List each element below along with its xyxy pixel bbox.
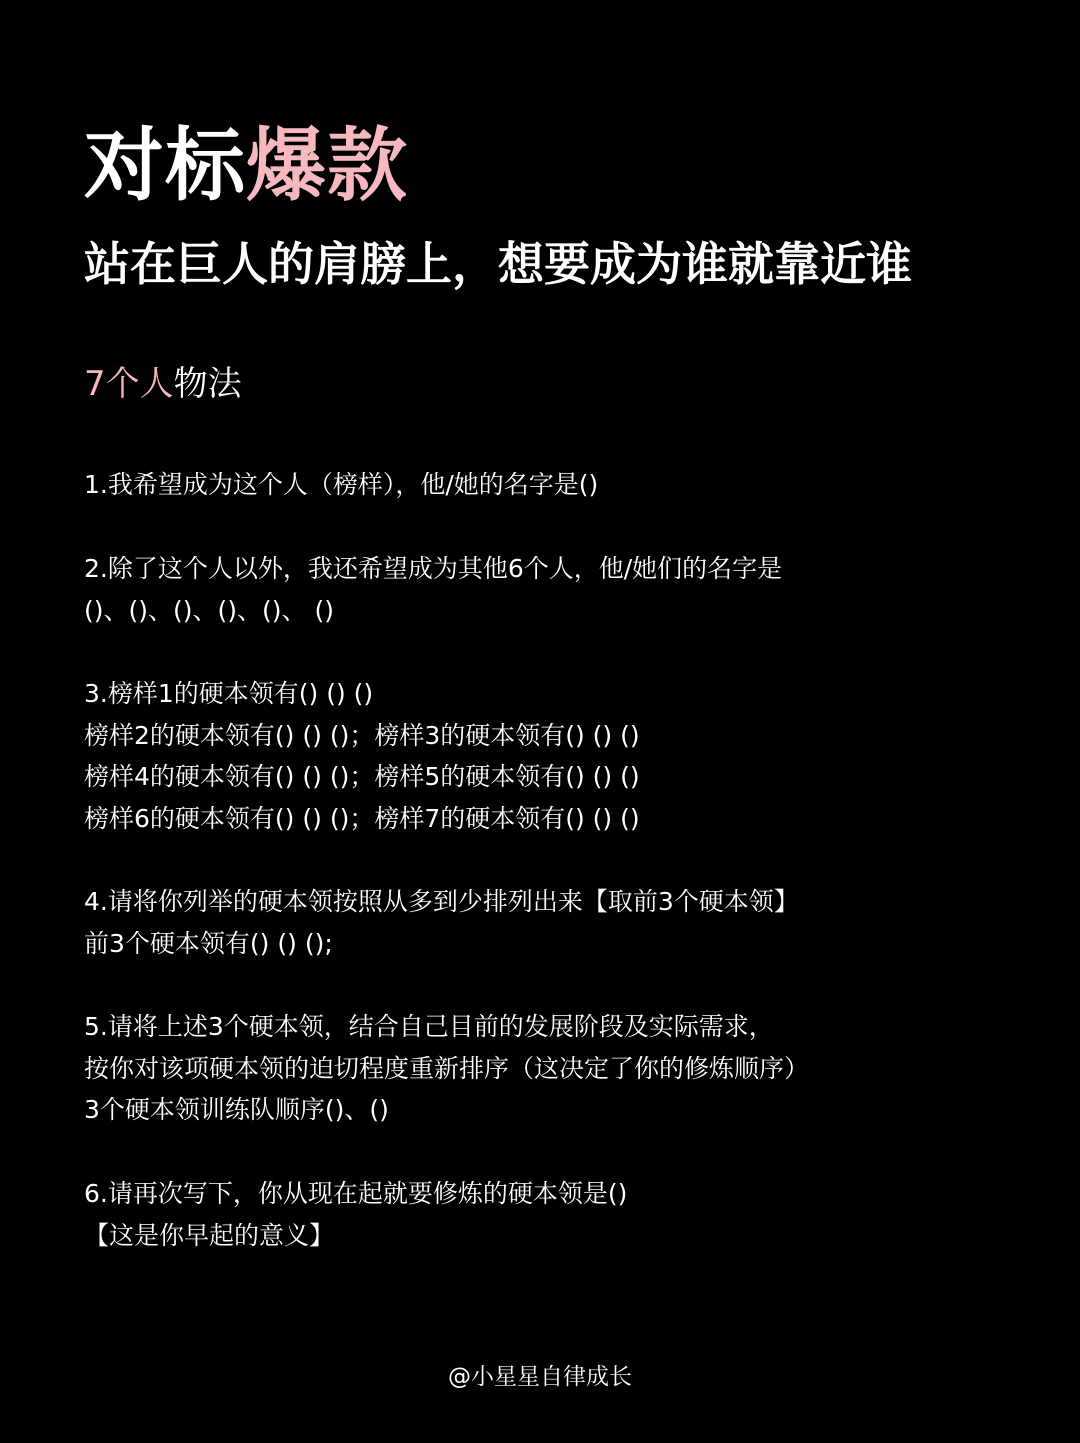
item-line: ()、()、()、()、()、 ()	[84, 595, 334, 625]
page-subtitle: 站在巨人的肩膀上，想要成为谁就靠近谁	[84, 237, 912, 291]
list-item-3	[84, 673, 640, 840]
item-line: 榜样6的硬本领有() () ()；榜样7的硬本领有() () ()	[84, 804, 640, 834]
title-part-white: 对标	[84, 119, 246, 212]
list-item-5	[84, 1006, 809, 1131]
section-title	[84, 362, 242, 406]
item-line: 4.请将你列举的硬本领按照从多到少排列出来【取前3个硬本领】	[84, 887, 799, 916]
section-title-pink: 7个人	[84, 364, 174, 404]
item-line: 按你对该项硬本领的迫切程度重新排序（这决定了你的修炼顺序）	[84, 1053, 810, 1083]
page-title	[84, 118, 408, 214]
list-item-4	[84, 881, 799, 964]
author-handle: @小星星自律成长	[448, 1364, 632, 1390]
item-line: 前3个硬本领有() () ();	[84, 928, 333, 958]
item-line: 榜样4的硬本领有() () ()；榜样5的硬本领有() () ()	[84, 762, 640, 792]
item-line: 榜样2的硬本领有() () ()；榜样3的硬本领有() () ()	[84, 720, 640, 750]
item-line: 6.请再次写下，你从现在起就要修炼的硬本领是()	[84, 1179, 628, 1208]
item-line: 5.请将上述3个硬本领，结合自己目前的发展阶段及实际需求，	[84, 1012, 774, 1041]
item-line: 3.榜样1的硬本领有() () ()	[84, 679, 374, 708]
title-part-pink: 爆款	[246, 119, 408, 212]
item-line: 【这是你早起的意义】	[84, 1220, 335, 1250]
item-line: 2.除了这个人以外，我还希望成为其他6个人，他/她们的名字是	[84, 554, 783, 583]
list-item-2	[84, 548, 782, 631]
list-item-1	[84, 464, 598, 506]
list-item-6	[84, 1173, 627, 1256]
item-line: 1.我希望成为这个人（榜样），他/她的名字是()	[84, 470, 599, 499]
item-line: 3个硬本领训练队顺序()、()	[84, 1095, 389, 1125]
section-title-white: 物法	[173, 364, 242, 404]
